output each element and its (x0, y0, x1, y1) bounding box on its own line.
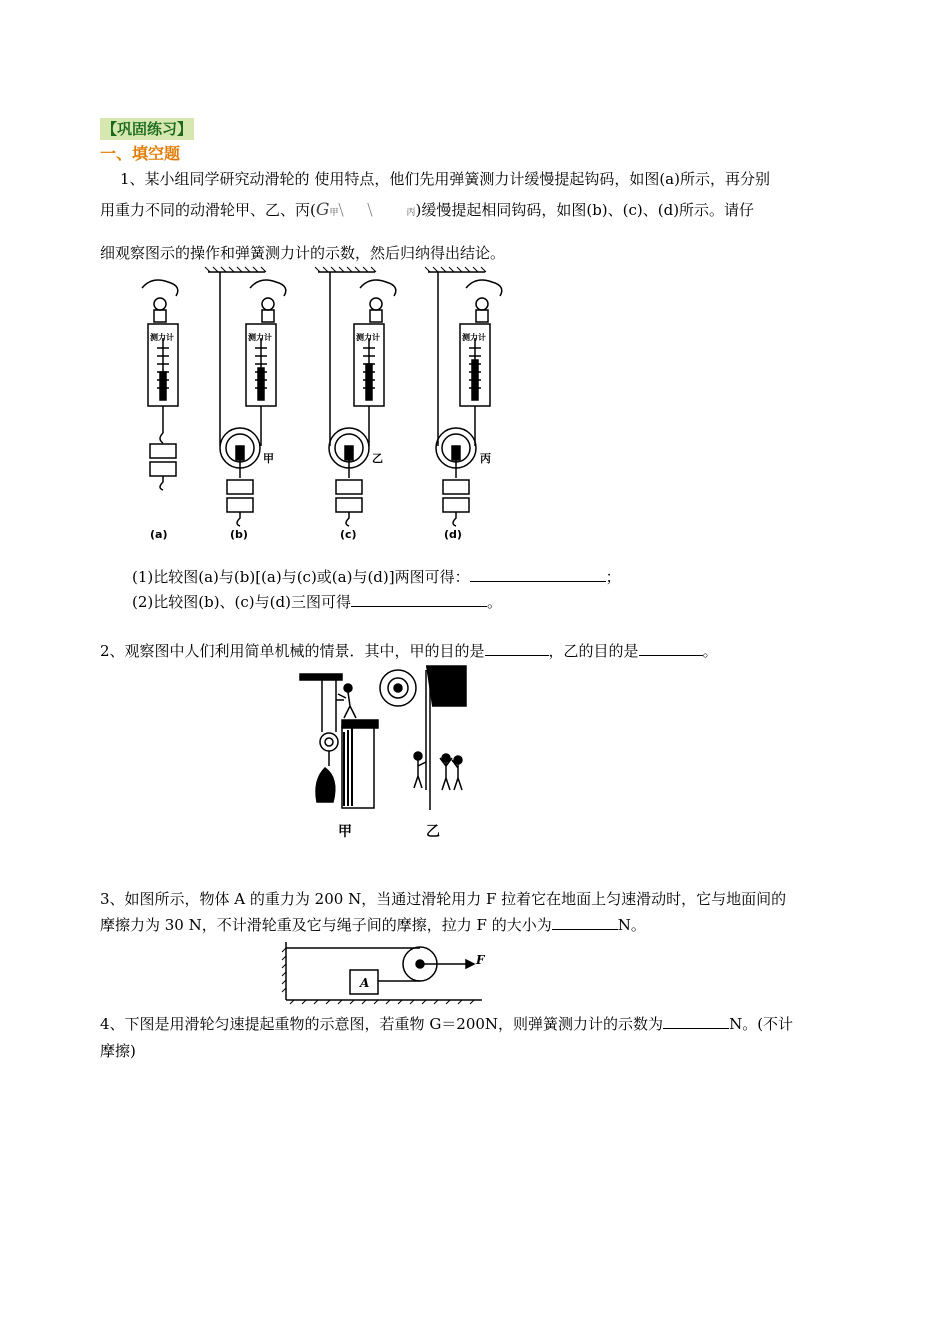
q2-blank-jia[interactable] (485, 641, 549, 656)
q2-text-end: 。 (702, 642, 718, 660)
q2-text-a: 2、观察图中人们利用简单机械的情景．其中，甲的目的是 (100, 642, 485, 660)
section-title: 一、填空题 (100, 144, 181, 163)
g-sub-bing: 丙 (406, 208, 416, 218)
pulley-label-bing: 丙 (480, 452, 491, 465)
figure-pulley-comparison (120, 268, 500, 550)
caption-d: (d) (444, 528, 462, 541)
caption-c: (c) (340, 528, 357, 541)
q2-text (100, 640, 718, 662)
q1-line1: 1、某小组同学研究动滑轮的 使用特点，他们先用弹簧测力计缓慢提起钩码，如图(a)所示，再分别 (120, 170, 770, 188)
caption-a: (a) (150, 528, 168, 541)
setup-a (142, 280, 178, 490)
q1-sub2-text: (2)比较图(b)、(c)与(d)三图可得 (132, 593, 351, 611)
q3-line2 (100, 914, 646, 936)
q1-sub1-end: ； (605, 568, 621, 586)
q1-sub1 (132, 566, 621, 588)
g-sub-jia: 甲 (329, 208, 339, 218)
q4-blank[interactable] (663, 1014, 729, 1029)
section-tag: 【巩固练习】 (102, 120, 193, 138)
meter-label-b: 测力计 (248, 333, 272, 342)
g-symbol: G (315, 200, 330, 220)
q1-line2-b: )缓慢提起相同钩码，如图(b)、(c)、(d)所示。请仔 (415, 201, 755, 219)
setup-b (220, 272, 286, 526)
pulley-label-yi: 乙 (372, 452, 383, 465)
meter-label-c: 测力计 (356, 333, 380, 342)
setup-c (329, 272, 396, 526)
figure-horizontal-pulley (282, 940, 492, 1004)
q1-sub2-end: 。 (486, 593, 502, 611)
q1-blank-2[interactable] (351, 592, 487, 607)
q3-line1: 3、如图所示，物体 A 的重力为 200 N，当通过滑轮用力 F 拉着它在地面上匀速滑动时，它与地面间的 (100, 890, 787, 908)
q2-blank-yi[interactable] (639, 641, 703, 656)
q1-blank-1[interactable] (470, 567, 606, 582)
block-label-a: A (360, 976, 370, 990)
q1-line2-a: 用重力不同的动滑轮甲、乙、丙( (100, 201, 316, 219)
setup-d (436, 272, 502, 526)
q1-line2: 用重力不同的动滑轮甲、乙、丙(G甲⧹ ⧹ 丙)缓慢提起相同钩码，如图(b)、(c)、(d)所示。请仔 (100, 200, 755, 220)
pulley-label-jia: 甲 (263, 452, 274, 465)
q4-line1 (100, 1013, 793, 1035)
q1-line3: 细观察图示的操作和弹簧测力计的示数，然后归纳得出结论。 (100, 244, 506, 262)
fig-label-jia: 甲 (338, 824, 352, 840)
meter-label-a: 测力计 (150, 333, 174, 342)
force-label-f: F (476, 953, 485, 967)
meter-label-d: 测力计 (462, 333, 486, 342)
q3-line2-a: 摩擦力为 30 N，不计滑轮重及它与绳子间的摩擦，拉力 F 的大小为 (100, 916, 552, 934)
q1-sub1-text: (1)比较图(a)与(b)[(a)与(c)或(a)与(d)]两图可得： (132, 568, 470, 586)
q4-line1-end: N。(不计 (729, 1015, 794, 1033)
q1-sub2 (132, 591, 502, 613)
q4-line2: 摩擦) (100, 1042, 136, 1060)
fig-label-yi: 乙 (426, 824, 440, 840)
figure-simple-machines (300, 662, 470, 842)
caption-b: (b) (230, 528, 248, 541)
q4-line1-a: 4、下图是用滑轮匀速提起重物的示意图，若重物 G＝200N，则弹簧测力计的示数为 (100, 1015, 664, 1033)
q2-text-b: ，乙的目的是 (548, 642, 639, 660)
q3-line2-end: N。 (617, 916, 646, 934)
q3-blank[interactable] (552, 915, 618, 930)
